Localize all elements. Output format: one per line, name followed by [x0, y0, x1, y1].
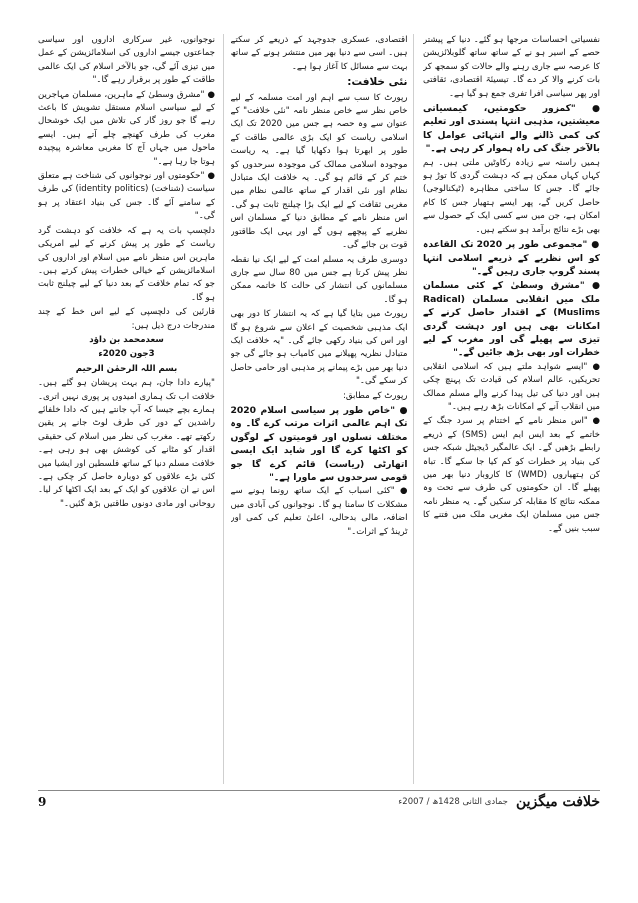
column-divider	[413, 34, 414, 784]
article-paragraph: ● "حکومتوں اور نوجوانوں کی شناخت ہے متعلق سیاست (شناخت) (identity politics) کی طرف کے سامنے آئے گا۔ جس کی بنیاد اعتقاد پر ہو گی۔"	[38, 171, 215, 222]
article-paragraph: قارئین کی دلچسپی کے لیے اس خط کے چند مندرجات درج ذیل ہیں:	[38, 307, 215, 331]
letter-line: 3جون 2020ء	[98, 349, 155, 360]
column-middle	[231, 34, 408, 784]
column-left	[38, 34, 215, 784]
article-paragraph: ہمیں راستہ سے زیادہ رکاوٹیں ملتی ہیں۔ ہم کہاں کہاں ممکن ہے کہ دہشت گردی کا توڑ ہو جائے گا۔ جس کا ساختی مظاہرہ (ٹیکنالوجی) حاصل کریں گے، پھر ایسے ہتھیار جس کا کام امکان ہے، جن میں سے کسی ایک کے حصول سے بھی بڑے نتائج برآمد ہو سکتے ہیں۔	[423, 157, 600, 235]
article-paragraph: ● "مجموعی طور پر 2020 تک القاعدہ کو اس نظریے کے ذریعے اسلامی انتہا پسند گروپ جاری رہیں گے۔"	[423, 239, 600, 277]
article-paragraph: اقتصادی، عسکری جدوجہد کے ذریعے کر سکتے ہیں۔ اسی سے دنیا بھر میں منتشر ہونے کے ساتھ بہت سے مسائل کا آغاز ہوا ہے۔	[230, 35, 408, 72]
column-divider	[223, 34, 224, 784]
article-paragraph: "پیارے دادا جان، ہم بہت پریشان ہو گئے ہیں۔ خلافت اب تک ہماری امیدوں پر پوری نہیں اتری۔ ہمارے بچے جیسا کہ آپ جانتے ہیں کہ دادا خلفائے راشدین کے دور کی طرف لوٹ جانے پر یقین رکھتے تھے۔ مغرب کی نظر میں اسلام کی حقیقی اقدار کو مٹانے کی کوشش بھی ہو رہی ہے۔ خلافت مسلم دنیا کے ساتھ فلسطین اور ایشیا میں کئی بڑے علاقوں کو دوبارہ حاصل کر چکی ہے۔ اس نے ان علاقوں کو ایک کے بعد ایک اکٹھا کر لیا۔ روحانی اور مادی دونوں طاقتیں بڑھ گئیں۔"	[38, 378, 215, 509]
article-paragraph: دلچسپ بات یہ ہے کہ خلافت کو دہشت گرد ریاست کے طور پر پیش کرنے کے لیے امریکی ماہرین اس منظر نامے میں اسلام اور اداروں کی اسلامائزیشن کے خیالی خطرات پیش کرتے ہیں۔ جو کہ تمام خلافت کے بعد دنیا کے لیے چیلنج ثابت ہو گا۔	[38, 225, 215, 303]
article-paragraph: رپورٹ کے مطابق:	[342, 390, 408, 401]
article-paragraph: ● "ایسے شواہد ملتے ہیں کہ اسلامی انقلابی تحریکیں، عالم اسلام کی قیادت تک پہنچ چکی ہیں اور دنیا کی تیل پیدا کرنے والے مسلم ممالک میں انقلاب آنے کے امکانات بڑھ رہے ہیں۔"	[423, 361, 600, 412]
letter-line: بسم اللہ الرحمٰن الرحیم	[75, 363, 178, 374]
footer-masthead-group	[398, 794, 600, 810]
article-columns	[38, 34, 600, 784]
article-paragraph: ● "مشرق وسطیٰ کے کئی مسلمان ملک میں انقلابی مسلمان (Radical Muslims) کے اقتدار حاصل کرنے کے امکانات بھی ہیں اور دہشت گردی تیزی سے پھیلے گی اور مغرب کے لیے خطرات اور بھی بڑھ جائیں گے۔"	[423, 280, 600, 359]
article-paragraph: ● "کئی اسباب کے ایک ساتھ رونما ہونے سے مشکلات کا سامنا ہو گا۔ نوجوانوں کی آبادی میں اضافہ، مالی بدحالی، اعلیٰ تعلیم کی کمی اور ٹرینڈ کے اثرات۔"	[230, 486, 408, 537]
page-footer	[38, 790, 600, 813]
article-paragraph: ● "کمزور حکومتیں، کیمسیاتی معیشتیں، مذہبی انتہا پسندی اور تعلیم کی کمی ڈالنے والے انتہائی عوامل کا بالآخر جنگ کی راہ ہموار کر رہی ہے۔"	[423, 103, 600, 155]
article-paragraph: ● "خاص طور پر سیاسی اسلام 2020 تک اہم عالمی اثرات مرتب کرے گا۔ وہ مختلف نسلوں اور قومیتوں کے لوگوں کو اکٹھا کرے گا اور شاید ایک ایسی اتھارٹی (ریاست) قائم کرے گا جو قومی سرحدوں سے ماورا ہے۔"	[230, 404, 408, 483]
article-paragraph: ● "اس منظر نامے کے اختتام پر سرد جنگ کے خاتمے کے بعد ایس ایم ایس (SMS) کے ذریعے رابطے بڑھیں گے۔ ایک عالمگیر ڈیجیٹل شبکہ جس کی بنیاد پر خطرات کو کم کیا جا سکے گا۔ تباہ کن ہتھیاروں (WMD) کا کاروبار دنیا بھر میں پھیلے گا۔ ان حکومتوں کی طرف سے تحت وہ ممکنہ نتائج کا مقابلہ کر سکیں گے۔ یہ منظر نامہ جس میں مسلمان ایک مغربی ملک میں فتنے کا سبب بنیں گے۔	[423, 416, 600, 534]
magazine-masthead: خلافت میگزین	[515, 794, 600, 810]
column-right	[423, 34, 600, 784]
article-paragraph: دوسری طرف یہ مسلم امت کے لیے ایک نیا نقطہ نظر پیش کرتا ہے جس میں 80 سال سے جاری مسلمانوں کی انتشار کی حالت کا خاتمہ ممکن ہو گا۔	[230, 254, 408, 305]
section-heading: نئی خلافت:	[347, 76, 408, 89]
article-paragraph: ● "مشرق وسطیٰ کے ماہرین، مسلمان مہاجرین کے لیے سیاسی اسلام مستقل تشویش کا باعث رہے گا جو روز گار کی تلاش میں ایک خوشحال مغرب کی طرف کھنچے چلے آتے ہیں۔ ایسے ماحول میں جہاں آج کا مغربی معاشرہ پیچیدہ ہوتا جا رہا ہے۔"	[38, 89, 215, 167]
page-number: 9	[38, 795, 47, 809]
issue-date: جمادی الثانی 1428ھ / 2007ء	[398, 797, 508, 807]
article-paragraph: نوجوانوں، غیر سرکاری اداروں اور سیاسی جماعتوں جیسے اداروں کی اسلامائزیشن کے عمل میں تیزی آئے گی، جو بالآخر اسلام کی ایک عالمی طاقت کے طور پر برقرار رہے گا۔"	[38, 35, 215, 86]
article-paragraph: رپورٹ میں بتایا گیا ہے کہ یہ انتشار کا دور بھی ایک مذہبی شخصیت کے اعلان سے شروع ہو گا اور اس کی بنیاد رکھی جائے گی۔ "یہ خلافت ایک متبادل نظریہ پھیلانے میں کامیاب ہو جائے گی جو دنیا بھر میں بڑے پیمانے پر مذہبی اور حامی حاصل کر سکے گی۔"	[230, 309, 408, 387]
letter-line: سعدمحمد بن داؤد	[89, 334, 164, 345]
article-paragraph: رپورٹ کا سب سے اہم اور امت مسلمہ کے لیے خاص نظر سے خاص منظر نامہ "نئی خلافت" کے عنوان سے وہ حصہ ہے جس میں 2020 تک ایک اسلامی ریاست کو ایک بڑی عالمی طاقت کے طور پر ابھرتا ہوا دکھایا گیا ہے۔ یہ ریاست موجودہ اسلامی ممالک کی موجودہ سرحدوں کو ختم کر کے قائم ہو گی۔ یہ خلافت ایک متبادل نظام اور نئی اقدار کے ساتھ عالمی نظام میں مغربی ثقافت کے لیے ایک بڑا چیلنج ثابت ہو گی۔ اس منظر نامے کے مطابق دنیا کے مسلمان اس نظریے کے پیچھے ہوں گے اور یہی ایک طاقتور قوت بن جائے گی۔	[230, 92, 408, 251]
article-paragraph: نفسیاتی احساسات مرجھا ہو گئے۔ دنیا کے پیشتر حصے کے اسیر ہو نے کے ساتھ ساتھ گلوبلائزیشن کا عرصہ سے جاری رہنے والے حالات کو سمجھ کر بات کرنے والا کر دے گا۔ تیسیئۃ اقتصادی، ثقافتی اور پھر سیاسی افرا تفری جمع ہو گیا ہے۔	[423, 35, 600, 99]
